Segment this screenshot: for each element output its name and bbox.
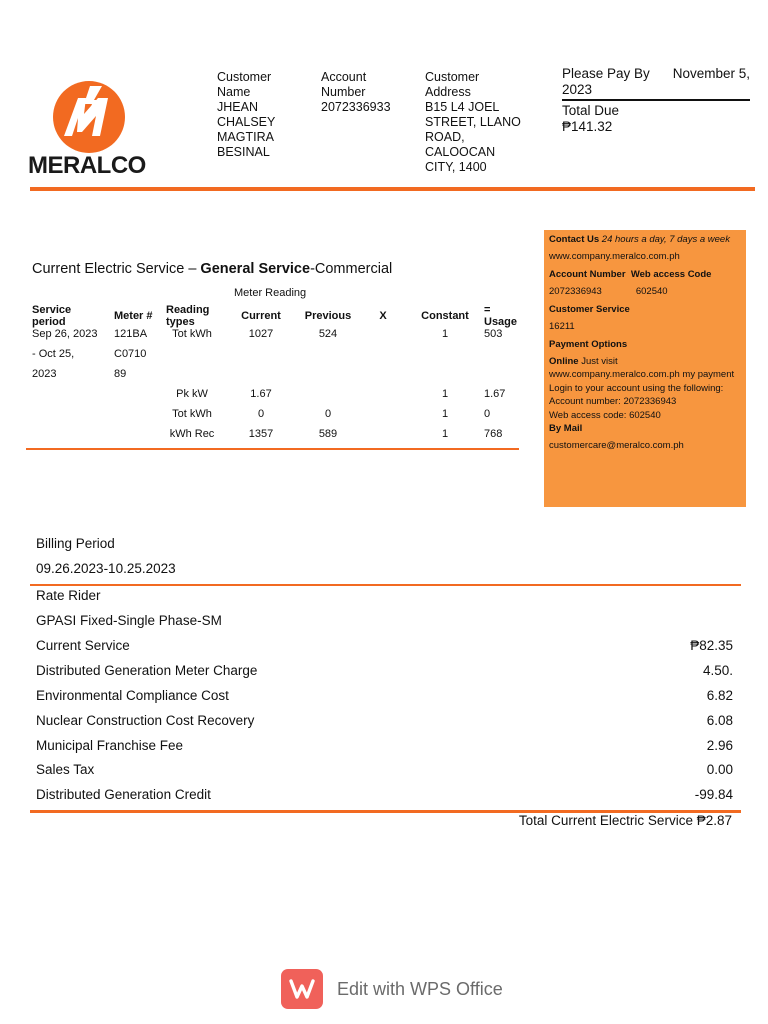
meter-table-cell [28,408,110,428]
total-due-amount: ₱141.32 [562,119,613,134]
customer-service-number: 16211 [549,320,575,332]
meter-table-cell: 1.67 [484,388,506,400]
meter-table-cell: C0710 [114,348,147,360]
charge-label: Municipal Franchise Fee [36,738,184,753]
customer-name-2: CHALSEY [217,115,276,129]
meter-table-cell [300,388,356,408]
charge-label: Nuclear Construction Cost Recovery [36,713,255,728]
wps-watermark-text: Edit with WPS Office [337,978,503,999]
meter-table-cell [410,348,480,368]
billing-divider [30,584,741,586]
service-title-prefix: Current Electric Service – [32,261,201,277]
login-text: Login to your account using the following: [549,382,724,394]
meter-table-cell: 768 [484,428,503,440]
charge-amount: 6.08 [706,713,733,728]
contact-web-access-label: Web access Code [630,269,712,280]
customer-name-label-1: Customer [217,70,272,84]
meter-table-cell [356,328,410,348]
billing-period-label: Billing Period [36,536,115,551]
charge-amount: 4.50. [702,663,733,678]
charge-amount: ₱82.35 [690,638,733,653]
customer-name-1: JHEAN [217,100,258,114]
rate-rider-value: GPASI Fixed-Single Phase-SM [36,613,222,628]
meter-table-row [28,428,526,448]
customer-name-label-2: Name [217,85,251,99]
charge-amount: 2.96 [706,738,733,753]
meter-table-cell [356,368,410,388]
meter-table-cell: 121BA [114,328,148,340]
meter-table-cell [356,408,410,428]
address-line-5: CITY, 1400 [425,160,487,174]
charge-row [36,638,733,653]
charge-label: Environmental Compliance Cost [36,688,229,703]
meter-table-row [28,328,526,348]
pay-by-date-1: November 5, [672,66,750,81]
service-title-suffix: -Commercial [310,261,393,277]
customer-address-block [425,70,521,175]
charge-row [36,738,733,753]
col-usage: = Usage [484,304,518,328]
payment-summary [562,66,750,135]
pay-by-section [562,66,750,101]
pay-by-label: Please Pay By [562,66,650,81]
meter-table-cell [356,388,410,408]
address-line-3: ROAD, [425,130,465,144]
total-label: Total Current Electric Service [518,813,693,828]
charge-label: Sales Tax [36,762,95,777]
meter-table-cell: Sep 26, 2023 [32,328,98,340]
online-text: Just visit www.company.meralco.com.ph my payment [549,355,735,380]
meter-table-cell [162,368,222,388]
address-line-2: STREET, LLANO [425,115,521,129]
col-service-period: Service period [32,304,72,328]
address-line-4: CALOOCAN [425,145,496,159]
meter-table-cell: 524 [318,328,338,340]
meter-table-cell: Tot kWh [172,408,212,420]
meter-table-cell: 1 [441,408,449,420]
payment-options-label: Payment Options [549,339,628,350]
meter-reading-caption: Meter Reading [234,287,307,299]
wps-logo-icon [281,969,323,1009]
account-number: 2072336933 [321,100,391,114]
meter-table-cell: 0 [257,408,265,420]
meter-table-cell: 589 [318,428,338,440]
customer-service-label: Customer Service [549,304,630,315]
contact-web-access-code: 602540 [635,285,668,297]
meter-table-cell [356,428,410,448]
meter-table-cell [480,348,526,368]
meter-table-row [28,348,526,368]
meter-table-divider [26,448,519,450]
account-number-label-1: Account [321,70,367,84]
meter-table-cell [162,348,222,368]
meter-reading-table [28,304,526,448]
customer-name-block [217,70,275,160]
login-account-number: Account number: 2072336943 [549,396,677,407]
col-reading-types: Reading types [166,304,210,328]
pay-by-date-2: 2023 [562,82,593,97]
wps-watermark[interactable] [281,969,503,1009]
meter-table-cell: 1357 [248,428,274,440]
meter-table-cell [480,368,526,388]
contact-account-number-label: Account Number [549,269,626,280]
login-web-access-code: Web access code: 602540 [549,409,661,421]
meter-table-cell: - Oct 25, [32,348,75,360]
contact-account-number: 2072336943 [549,285,602,297]
meter-table-cell: 0 [484,408,491,420]
charge-label: Current Service [36,638,130,653]
meter-table-cell [356,348,410,368]
total-amount: ₱2.87 [696,813,732,828]
account-number-label-2: Number [321,85,366,99]
meter-table-cell: 1.67 [250,388,272,400]
meter-table-cell: 2023 [32,368,57,380]
charge-label: Distributed Generation Credit [36,787,211,802]
charge-row [36,713,733,728]
meter-table-cell [110,428,162,448]
billing-period-value: 09.26.2023-10.25.2023 [36,561,176,576]
col-current: Current [241,310,281,322]
charge-label: Distributed Generation Meter Charge [36,663,258,678]
meter-table-cell: 0 [324,408,332,420]
online-label: Online [549,355,579,367]
meter-table-cell: Pk kW [176,388,208,400]
col-previous: Previous [304,310,352,322]
charge-amount: 0.00 [706,762,733,777]
meter-table-cell: 1 [441,328,449,340]
meter-table-cell: 1027 [248,328,274,340]
meter-table-cell [222,348,300,368]
meter-table-cell [410,368,480,388]
meter-table-cell [110,408,162,428]
customer-name-4: BESINAL [217,145,270,159]
meter-table-row [28,388,526,408]
meter-table-cell [300,368,356,388]
meter-table-cell: Tot kWh [172,328,212,340]
meter-table-cell: 1 [441,428,449,440]
contact-us-label: Contact Us [549,234,600,245]
charge-row [36,663,733,678]
col-constant: Constant [421,310,469,322]
meter-table-cell: 1 [441,388,449,400]
address-label-2: Address [425,85,471,99]
header-divider [30,187,755,191]
contact-website[interactable]: www.company.meralco.com.ph [549,250,680,262]
meter-table-cell: kWh Rec [169,428,215,440]
meralco-logo [28,80,156,180]
account-number-block [321,70,391,115]
col-meter-number: Meter # [114,310,153,322]
meter-table-cell [28,388,110,408]
rate-rider-label: Rate Rider [36,588,101,603]
charge-amount: 6.82 [706,688,733,703]
meter-table-header-row [28,304,526,328]
meter-table-cell: 89 [114,368,127,380]
brand-name: MERALCO [28,152,146,179]
address-label-1: Customer [425,70,480,84]
total-due-label: Total Due [562,103,620,118]
address-line-1: B15 L4 JOEL [425,100,500,114]
by-mail-label: By Mail [549,423,583,434]
charge-amount: -99.84 [694,787,733,802]
charge-row [36,762,733,777]
customer-name-3: MAGTIRA [217,130,274,144]
service-title [32,261,392,277]
contact-hours: 24 hours a day, 7 days a week [601,234,730,245]
meter-table-cell [110,388,162,408]
charge-row [36,688,733,703]
meter-table-cell: 503 [484,328,503,340]
meter-table-cell [28,428,110,448]
charge-row [36,787,733,802]
col-x: X [379,310,387,322]
meter-table-cell [300,348,356,368]
contact-panel [544,230,746,507]
total-current-service [519,813,732,828]
meter-table-row [28,368,526,388]
meter-table-cell [222,368,300,388]
service-title-bold: General Service [200,261,311,277]
meralco-bolt-icon [50,80,128,154]
contact-email[interactable]: customercare@meralco.com.ph [549,439,684,451]
meter-table-row [28,408,526,428]
